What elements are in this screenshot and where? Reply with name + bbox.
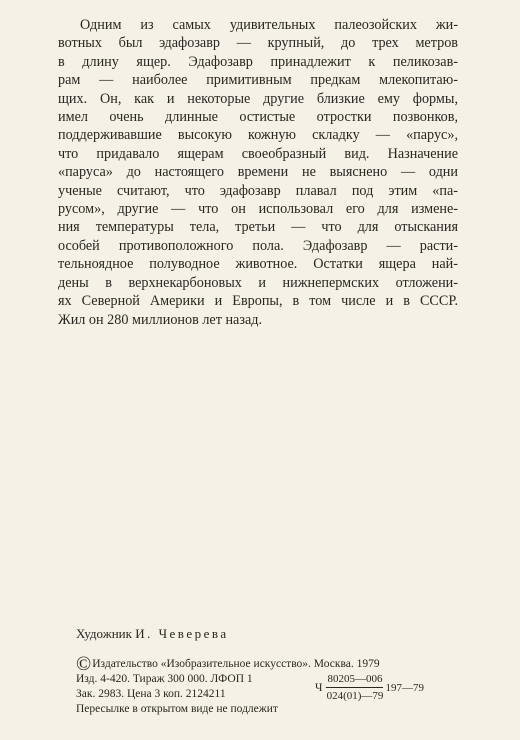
publisher-text: Издательство «Изобразительное искусство». Москва. 1979 [92, 658, 380, 670]
text-line: ния температуры тела, третьи — что для отыскания [58, 219, 458, 236]
edition-line: Изд. 4-420. Тираж 300 000. ЛФОП 1 [76, 673, 253, 685]
mailing-note: Пересылке в открытом виде не подлежит [76, 703, 278, 715]
text-line: Жил он 280 миллионов лет назад. [58, 311, 263, 328]
artist-label: Художник [76, 626, 132, 641]
text-line: поддерживавшие высокую кожную складку — «парус», [58, 127, 458, 144]
artist-name: И. Чеверева [135, 626, 229, 641]
article-text [58, 16, 458, 329]
index-fraction [326, 672, 383, 703]
catalog-index [315, 672, 424, 703]
text-line: русом», другие — что он использовал его для измене- [58, 201, 458, 218]
copyright-icon: © [76, 653, 92, 675]
text-line: тельноядное полуводное животное. Остатки ящера най- [58, 256, 458, 273]
text-line: щих. Он, как и некоторые другие близкие ему формы, [58, 90, 458, 107]
index-letter: Ч [315, 681, 323, 694]
text-line: ученые считают, что эдафозавр плавал под этим «па- [58, 182, 458, 199]
text-line: рам — наиболее примитивным предкам млекопитаю- [58, 72, 458, 89]
text-line: особей противоположного пола. Эдафозавр — расти- [58, 237, 458, 254]
text-line: что придавало ящерам своеобразный вид. Назначение [58, 145, 458, 162]
index-numerator: 80205—006 [326, 672, 383, 688]
index-denominator: 024(01)—79 [326, 690, 384, 702]
text-line: «паруса» до настоящего времени не выяснено — одни [58, 164, 458, 181]
text-line: вотных был эдафозавр — крупный, до трех метров [58, 35, 458, 52]
text-line: имел очень длинные остистые отростки позвонков, [58, 109, 458, 126]
text-line: дены в верхнекарбоновых и нижнепермских отложени- [58, 274, 458, 291]
publisher-line [76, 653, 456, 675]
text-line: ях Северной Америки и Европы, в том числе и в СССР. [58, 293, 458, 310]
order-price-line: Зак. 2983. Цена 3 коп. 2124211 [76, 688, 226, 700]
index-suffix: 197—79 [385, 681, 424, 694]
text-line: в длину ящер. Эдафозавр принадлежит к пеликозав- [58, 53, 458, 70]
artist-credit [76, 626, 229, 642]
text-line: Одним из самых удивительных палеозойских жи- [80, 17, 458, 33]
